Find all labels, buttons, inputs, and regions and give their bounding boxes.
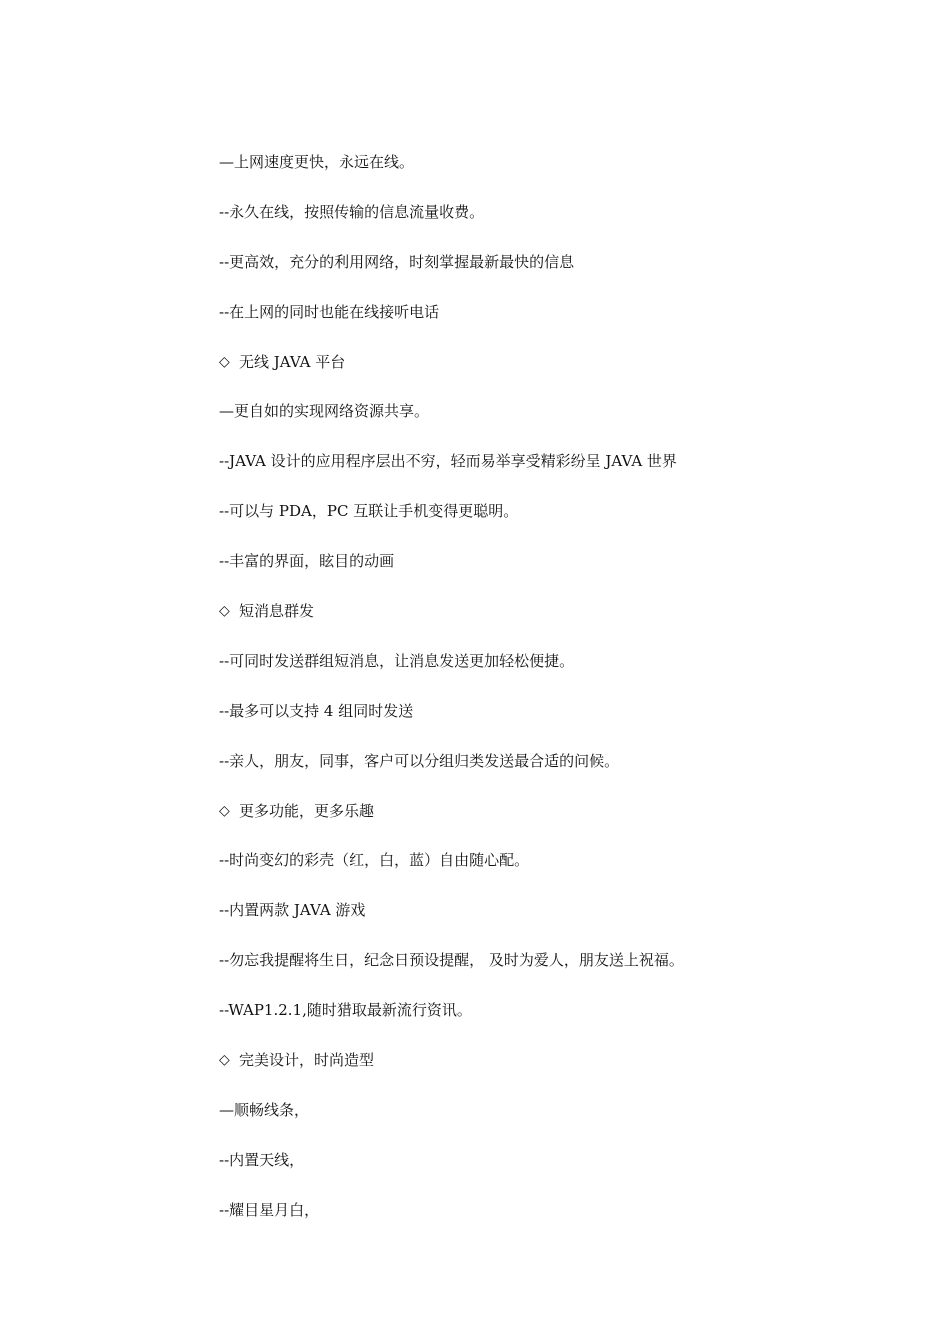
line-text: —顺畅线条， (219, 1100, 310, 1119)
line-text: --亲人，朋友，同事，客户可以分组归类发送最合适的问候。 (219, 751, 620, 770)
line-text: --可以与 PDA，PC 互联让手机变得更聪明。 (219, 502, 519, 521)
line-text: --内置天线， (219, 1150, 305, 1169)
line-text: --永久在线，按照传输的信息流量收费。 (219, 202, 485, 221)
text-line (219, 1096, 859, 1146)
text-line (219, 497, 859, 547)
text-line (219, 747, 859, 797)
heading-text: 完美设计，时尚造型 (239, 1050, 375, 1069)
section-heading (219, 597, 859, 647)
diamond-bullet-icon: ◇ (219, 602, 230, 619)
line-text: --JAVA 设计的应用程序层出不穷，轻而易举享受精彩纷呈 JAVA 世界 (219, 452, 677, 471)
line-text: --时尚变幻的彩壳（红，白，蓝）自由随心配。 (219, 851, 530, 870)
line-text: --内置两款 JAVA 游戏 (219, 901, 366, 920)
text-line (219, 248, 859, 298)
heading-text: 无线 JAVA 平台 (239, 352, 346, 371)
text-line (219, 647, 859, 697)
line-text: --耀目星月白， (219, 1200, 320, 1219)
text-line (219, 298, 859, 348)
section-heading (219, 348, 859, 398)
text-line (219, 148, 859, 198)
document-body (219, 148, 859, 1246)
line-text: --最多可以支持 4 组同时发送 (219, 701, 414, 720)
text-line (219, 1146, 859, 1196)
section-heading (219, 797, 859, 847)
section-heading (219, 1046, 859, 1096)
diamond-bullet-icon: ◇ (219, 802, 230, 819)
text-line (219, 397, 859, 447)
heading-text: 更多功能，更多乐趣 (239, 801, 375, 820)
line-text: --丰富的界面，眩目的动画 (219, 552, 395, 571)
diamond-bullet-icon: ◇ (219, 353, 230, 370)
text-line (219, 896, 859, 946)
line-text: --更高效，充分的利用网络，时刻掌握最新最快的信息 (219, 252, 575, 271)
text-line (219, 846, 859, 896)
line-text: —上网速度更快，永远在线。 (219, 152, 415, 171)
text-line (219, 198, 859, 248)
line-text: --可同时发送群组短消息，让消息发送更加轻松便捷。 (219, 651, 575, 670)
line-text: --在上网的同时也能在线接听电话 (219, 302, 440, 321)
line-text: --WAP1.2.1,随时猎取最新流行资讯。 (219, 1001, 472, 1020)
text-line (219, 1196, 859, 1246)
line-text: --勿忘我提醒将生日，纪念日预设提醒， 及时为爱人，朋友送上祝福。 (219, 951, 684, 970)
text-line (219, 946, 859, 996)
text-line (219, 447, 859, 497)
heading-text: 短消息群发 (239, 601, 315, 620)
diamond-bullet-icon: ◇ (219, 1051, 230, 1068)
line-text: —更自如的实现网络资源共享。 (219, 402, 430, 421)
text-line (219, 996, 859, 1046)
text-line (219, 697, 859, 747)
text-line (219, 547, 859, 597)
